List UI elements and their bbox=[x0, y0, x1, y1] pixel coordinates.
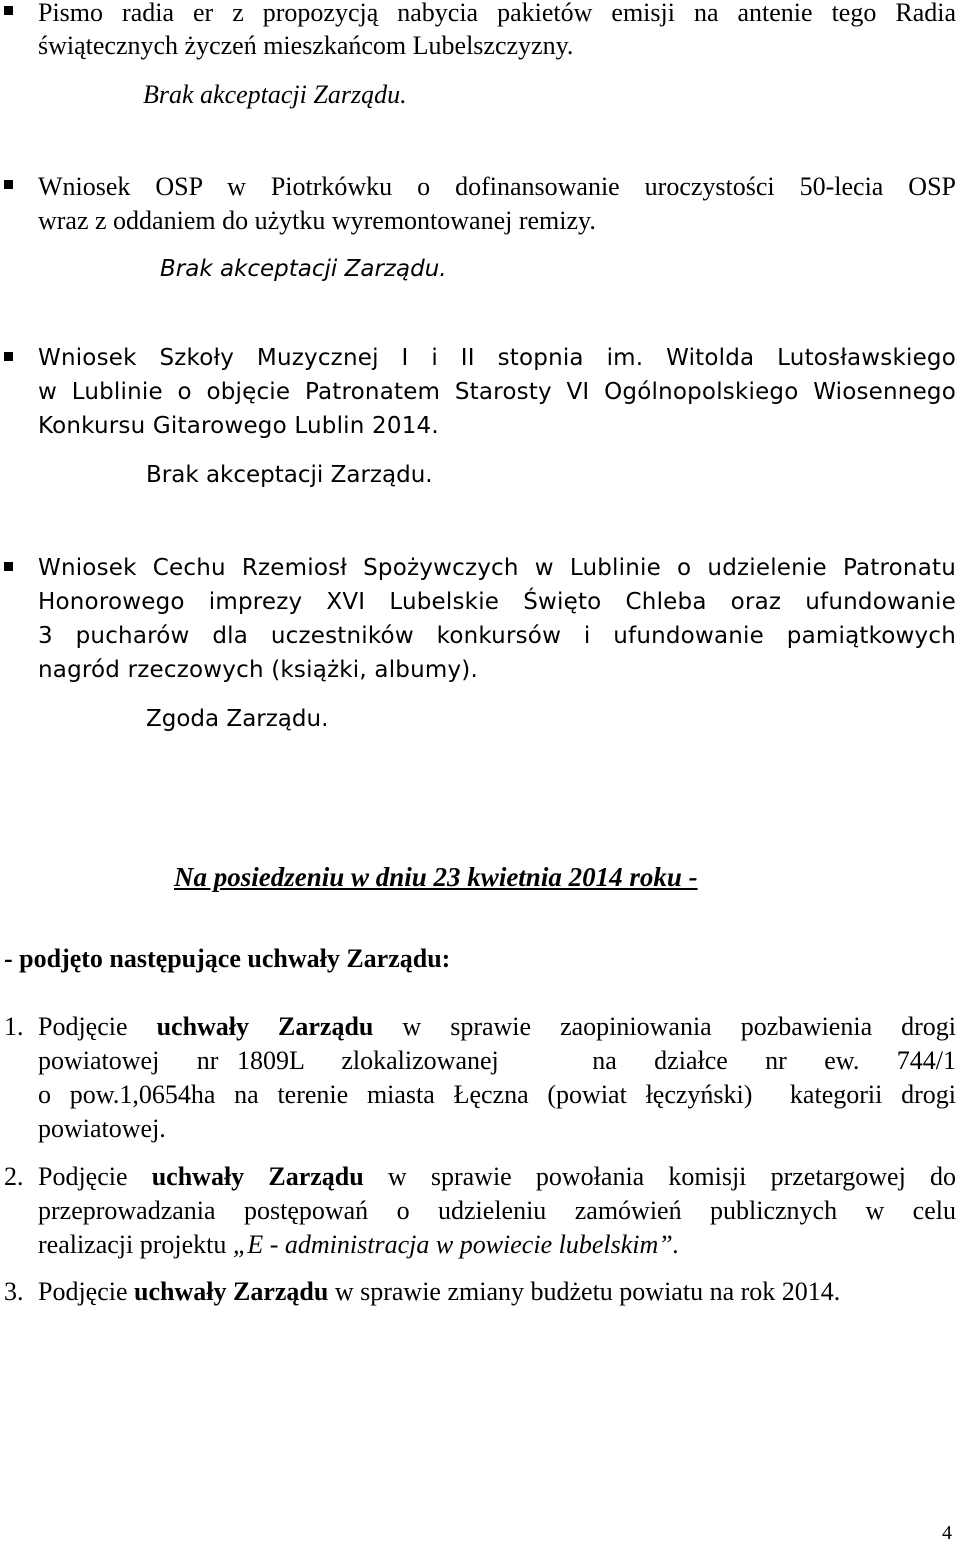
resolution-3-number: 3. bbox=[4, 1277, 24, 1306]
item-1-line-1: Pismo radia er z propozycją nabycia pakietów emisji na antenie tego Radia bbox=[38, 0, 956, 27]
item-2-line-2: wraz z oddaniem do użytku wyremontowanej remizy. bbox=[38, 206, 596, 235]
resolution-3-text: w sprawie zmiany budżetu powiatu na rok 2014. bbox=[334, 1277, 841, 1306]
resolution-2-prefix: Podjęcie bbox=[38, 1162, 128, 1191]
resolutions-heading: - podjęto następujące uchwały Zarządu: bbox=[4, 944, 451, 973]
page-number: 4 bbox=[942, 1522, 952, 1544]
resolution-1-number: 1. bbox=[4, 1012, 24, 1041]
item-2-line-1: Wniosek OSP w Piotrkówku o dofinansowanie uroczystości 50-lecia OSP bbox=[38, 172, 956, 201]
item-3-line-1: Wniosek Szkoły Muzycznej I i II stopnia im. Witolda Lutosławskiego bbox=[38, 345, 956, 371]
item-3-line-2: w Lublinie o objęcie Patronatem Starosty VI Ogólnopolskiego Wiosennego bbox=[38, 379, 956, 405]
resolution-2-line-1 bbox=[38, 1160, 956, 1193]
item-4-decision: Zgoda Zarządu. bbox=[146, 706, 329, 732]
resolution-1-text: w sprawie zaopiniowania pozbawienia drogi bbox=[402, 1012, 957, 1041]
resolution-2-project-prefix: realizacji projektu bbox=[38, 1230, 227, 1259]
resolution-2-bold: uchwały Zarządu bbox=[151, 1162, 364, 1191]
bullet-icon bbox=[4, 6, 13, 15]
item-3-line-3: Konkursu Gitarowego Lublin 2014. bbox=[38, 413, 439, 439]
bullet-icon bbox=[4, 180, 13, 189]
resolution-3-prefix: Podjęcie bbox=[38, 1277, 128, 1306]
item-1-line-2: świątecznych życzeń mieszkańcom Lubelszczyzny. bbox=[38, 31, 574, 60]
resolution-1-line-3: o pow.1,0654ha na terenie miasta Łęczna (powiat łęczyński) kategorii drogi bbox=[38, 1080, 956, 1109]
meeting-heading: Na posiedzeniu w dniu 23 kwietnia 2014 roku - bbox=[174, 862, 698, 892]
resolution-3-bold: uchwały Zarządu bbox=[134, 1277, 329, 1306]
resolution-3-line-1 bbox=[38, 1275, 840, 1308]
resolution-2-project-name: „E - administracja w powiecie lubelskim”. bbox=[232, 1230, 680, 1259]
item-4-line-1: Wniosek Cechu Rzemiosł Spożywczych w Lublinie o udzielenie Patronatu bbox=[38, 555, 956, 581]
item-1-decision: Brak akceptacji Zarządu. bbox=[143, 80, 407, 109]
item-3-decision: Brak akceptacji Zarządu. bbox=[146, 462, 433, 488]
resolution-1-bold: uchwały Zarządu bbox=[156, 1012, 374, 1041]
resolution-2-number: 2. bbox=[4, 1162, 24, 1191]
resolution-1-line-1 bbox=[38, 1010, 956, 1043]
resolution-1-prefix: Podjęcie bbox=[38, 1012, 128, 1041]
resolution-2-line-3 bbox=[38, 1228, 679, 1261]
bullet-icon bbox=[4, 562, 13, 571]
item-4-line-2: Honorowego imprezy XVI Lubelskie Święto Chleba oraz ufundowanie bbox=[38, 589, 956, 615]
item-4-line-3: 3 pucharów dla uczestników konkursów i ufundowanie pamiątkowych bbox=[38, 623, 956, 649]
item-2-decision: Brak akceptacji Zarządu. bbox=[160, 256, 447, 282]
resolution-1-line-4: powiatowej. bbox=[38, 1114, 166, 1143]
resolution-2-line-2: przeprowadzania postępowań o udzieleniu zamówień publicznych w celu bbox=[38, 1196, 956, 1225]
item-4-line-4: nagród rzeczowych (książki, albumy). bbox=[38, 657, 478, 683]
resolution-2-text: w sprawie powołania komisji przetargowej do bbox=[387, 1162, 957, 1191]
resolution-1-line-2: powiatowej nr 1809L zlokalizowanej na działce nr ew. 744/1 bbox=[38, 1046, 956, 1075]
bullet-icon bbox=[4, 352, 13, 361]
